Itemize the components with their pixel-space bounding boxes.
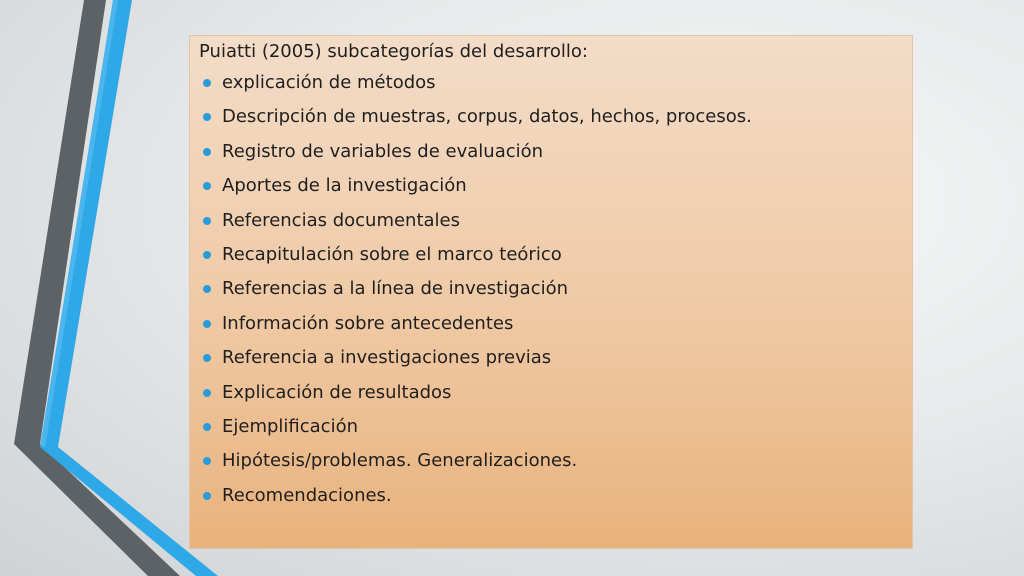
bullet-text: Ejemplificación (222, 415, 358, 437)
bullet-dot-icon (203, 423, 211, 431)
bullet-dot-icon (203, 251, 211, 259)
bullet-dot-icon (203, 79, 211, 87)
slide-heading: Puiatti (2005) subcategorías del desarrollo: (199, 41, 588, 62)
bullet-text: Referencias a la línea de investigación (222, 278, 569, 300)
bullet-dot-icon (203, 182, 211, 190)
bullet-dot-icon (203, 113, 211, 121)
gray-diagonal-bar (14, 444, 180, 576)
bullet-text: Referencias documentales (222, 209, 460, 231)
bullet-text: Explicación de resultados (222, 381, 452, 403)
bullet-text: Aportes de la investigación (222, 175, 467, 197)
bullet-text: explicación de métodos (222, 72, 436, 93)
bullet-text: Referencia a investigaciones previas (222, 347, 552, 369)
bullet-text: Recapitulación sobre el marco teórico (222, 243, 562, 265)
bullet-dot-icon (203, 320, 211, 328)
bullet-dot-icon (203, 354, 211, 362)
content-box (189, 35, 913, 549)
bullet-text: Información sobre antecedentes (222, 312, 514, 334)
bullet-text: Hipótesis/problemas. Generalizaciones. (222, 450, 578, 472)
bullet-dot-icon (203, 492, 211, 500)
bullet-dot-icon (203, 148, 211, 156)
bullet-dot-icon (203, 217, 211, 225)
bullet-text: Recomendaciones. (222, 484, 392, 506)
bullet-text: Descripción de muestras, corpus, datos, hechos, procesos. (222, 106, 752, 128)
bullet-text: Registro de variables de evaluación (222, 140, 544, 162)
bullet-dot-icon (203, 457, 211, 465)
bullet-dot-icon (203, 389, 211, 397)
bullet-dot-icon (203, 285, 211, 293)
